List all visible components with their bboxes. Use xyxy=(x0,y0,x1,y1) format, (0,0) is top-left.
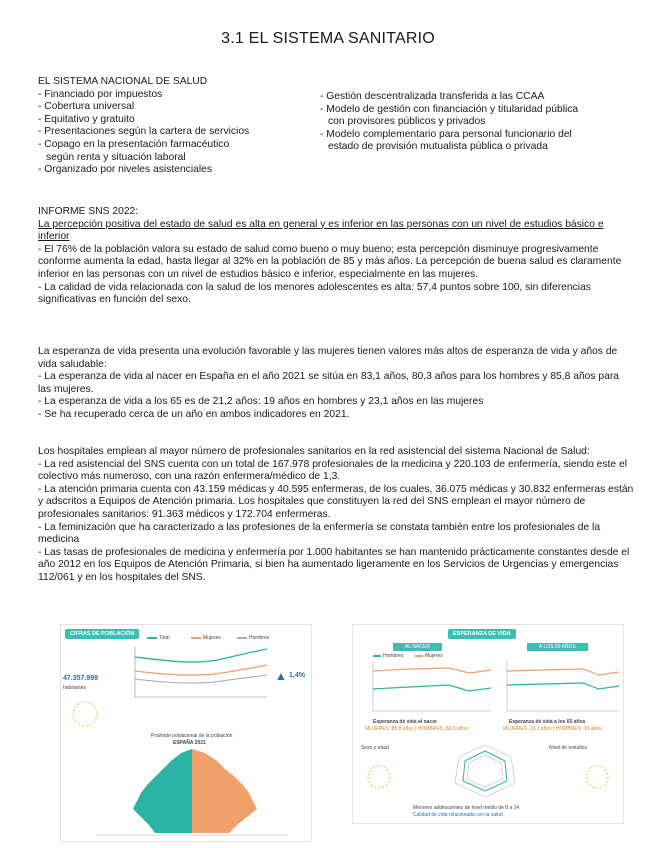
stamp-icon xyxy=(65,699,105,729)
legend-hombres-label: Hombres xyxy=(383,653,404,659)
panel-birth-label: AL NACER xyxy=(393,643,442,651)
age65-values: MUJERES: 23,1 años | HOMBRES: 19 años xyxy=(503,726,602,732)
hospitales-item: - Las tasas de profesionales de medicina y enfermería por 1.000 habitantes se han mantenido prácticamente constantes desde el año 2012 en los Equipos de Atención Primaria, si bien ha aumentado ligeramente en los Servicios de Urgencias y emergencias 112/061 y en los hospitales del SNS. xyxy=(38,546,630,583)
legend-men-label: Hombres xyxy=(249,635,270,641)
birth-caption: Esperanza de vida al nacer xyxy=(373,719,437,725)
age65-caption: Esperanza de vida a los 65 años xyxy=(509,719,586,725)
sns-left-item: - Financiado por impuestos xyxy=(38,88,163,100)
legend-women xyxy=(191,635,221,641)
sns-left-column xyxy=(38,76,320,177)
population-total: 47.357.999 xyxy=(63,675,99,682)
sns-left-item: - Presentaciones según la cartera de servicios xyxy=(38,126,250,138)
sns-left-item: - Organizado por niveles asistenciales xyxy=(38,164,212,176)
pyramid-subtitle: ESPAÑA 2021 xyxy=(173,740,206,746)
population-tag: CIFRAS DE POBLACIÓN xyxy=(65,629,139,639)
esperanza-item: - La esperanza de vida al nacer en España en el año 2021 se sitúa en 83,1 años, 80,3 años para los hombres y 85,8 años para las mujeres. xyxy=(38,371,620,395)
informe-bullet: - El 76% de la población valora su estado de salud como bueno o muy bueno; esta percepción disminuye progresivamente conforme aumenta la edad, hasta llegar al 32% en la población de 85 y más años. La percepción de buena salud es claramente inferior en las personas con un nivel de estudios básico e inferior, especialmente en las mujeres. xyxy=(38,243,622,280)
pyramid-women xyxy=(192,749,257,833)
radar-chart xyxy=(445,741,525,801)
hospitales-lead: Los hospitales emplean al mayor número de profesionales sanitarios en la red asistencial del sistema Nacional de Salud: xyxy=(38,446,590,457)
panel-65-label: A LOS 65 AÑOS xyxy=(527,643,588,651)
population-infographic xyxy=(60,624,312,842)
esperanza-section xyxy=(38,346,634,422)
stamp-icon xyxy=(361,763,397,791)
up-arrow-icon: ▲ xyxy=(275,669,287,683)
pyramid-title: Pirámide poblacional de la población xyxy=(151,733,233,739)
sns-right-item: - Gestión descentralizada transferida a las CCAA xyxy=(320,91,545,102)
sns-left-item: - Equitativo y gratuito xyxy=(38,113,135,125)
informe-lead: La percepción positiva del estado de salud es alta en general y es inferior en las personas con un nivel de estudios básico e inferior xyxy=(38,218,604,243)
footer-line-1: Menores adolescentes de nivel medio de 8 a 14 xyxy=(413,805,520,811)
population-pyramid xyxy=(97,747,287,837)
legend-men xyxy=(237,635,269,641)
legend-total xyxy=(147,635,170,641)
stamp-icon xyxy=(579,763,615,791)
esperanza-item: - Se ha recuperado cerca de un año en ambos indicadores en 2021. xyxy=(38,408,350,420)
sns-right-item: - Modelo complementario para personal funcionario del xyxy=(320,128,572,140)
informe-section xyxy=(38,206,634,307)
legend-mujeres-label: Mujeres xyxy=(425,653,443,659)
birth-values: MUJERES: 85,8 años | HOMBRES: 80,3 años xyxy=(365,726,468,732)
footer-line-2: Calidad de vida relacionada con la salud xyxy=(413,812,503,818)
hospitales-item: - La feminización que ha caracterizado a las profesiones de la enfermería se constata también entre los profesionales de la medicina xyxy=(38,521,601,546)
sns-right-item: con provisores públicos y privados xyxy=(328,116,486,128)
note-left: Sexo y edad xyxy=(361,745,389,751)
hospitales-item: - La red asistencial del SNS cuenta con un total de 167.978 profesionales de la medicina y 220.103 de enfermería, siendo este el colectivo más numeroso, con una razón enfermera/médico de 1,3. xyxy=(38,458,628,483)
sns-left-item: - Copago en la presentación farmacéutico xyxy=(38,138,230,150)
pyramid-men xyxy=(133,749,192,833)
informe-bullet: - La calidad de vida relacionada con la salud de los menores adolescentes es alta: 57,4 puntos sobre 100, sin diferencias significativas en función del sexo. xyxy=(38,281,591,306)
life-expectancy-infographic xyxy=(352,624,624,824)
population-line-chart xyxy=(127,643,269,705)
legend-total-label: Total xyxy=(159,635,170,641)
life-expectancy-tag: ESPERANZA DE VIDA xyxy=(448,629,516,639)
informe-heading: INFORME SNS 2022: xyxy=(38,206,139,217)
sns-left-item: - Cobertura universal xyxy=(38,101,135,113)
sns-right-item: estado de provisión mutualista pública o privada xyxy=(328,141,548,153)
birth-expectancy-chart xyxy=(369,659,493,715)
hospitales-section xyxy=(38,446,634,585)
note-right: Nivel de estudios xyxy=(549,745,588,751)
hospitales-item: - La atención primaria cuenta con 43.159 médicas y 40.595 enfermeras, de los cuales, 36.075 médicas y 30.832 enfermeras están y adscritos a Equipos de Atención primaria. Los hospitales que constituyen la red del SNS emplean el mayor número de profesionales sanitarios: 91.363 médicos y 172.704 enfermeras. xyxy=(38,483,634,520)
sns-left-item: según renta y situación laboral xyxy=(46,151,186,163)
esperanza-item: - La esperanza de vida a los 65 es de 21,2 años: 19 años en hombres y 23,1 años en las mujeres xyxy=(38,396,484,408)
age65-expectancy-chart xyxy=(503,659,621,715)
esperanza-lead: La esperanza de vida presenta una evolución favorable y las mujeres tienen valores más altos de esperanza de vida y años de vida saludable: xyxy=(38,346,618,370)
sns-right-column xyxy=(320,91,650,154)
page-title: 3.1 EL SISTEMA SANITARIO xyxy=(221,30,435,47)
population-growth: 1,4% xyxy=(289,672,305,679)
population-unit: habitantes xyxy=(63,685,87,691)
sns-heading: EL SISTEMA NACIONAL DE SALUD xyxy=(38,76,208,87)
sns-right-item: - Modelo de gestión con financiación y titularidad pública xyxy=(320,103,579,115)
legend-women-label: Mujeres xyxy=(203,635,221,641)
